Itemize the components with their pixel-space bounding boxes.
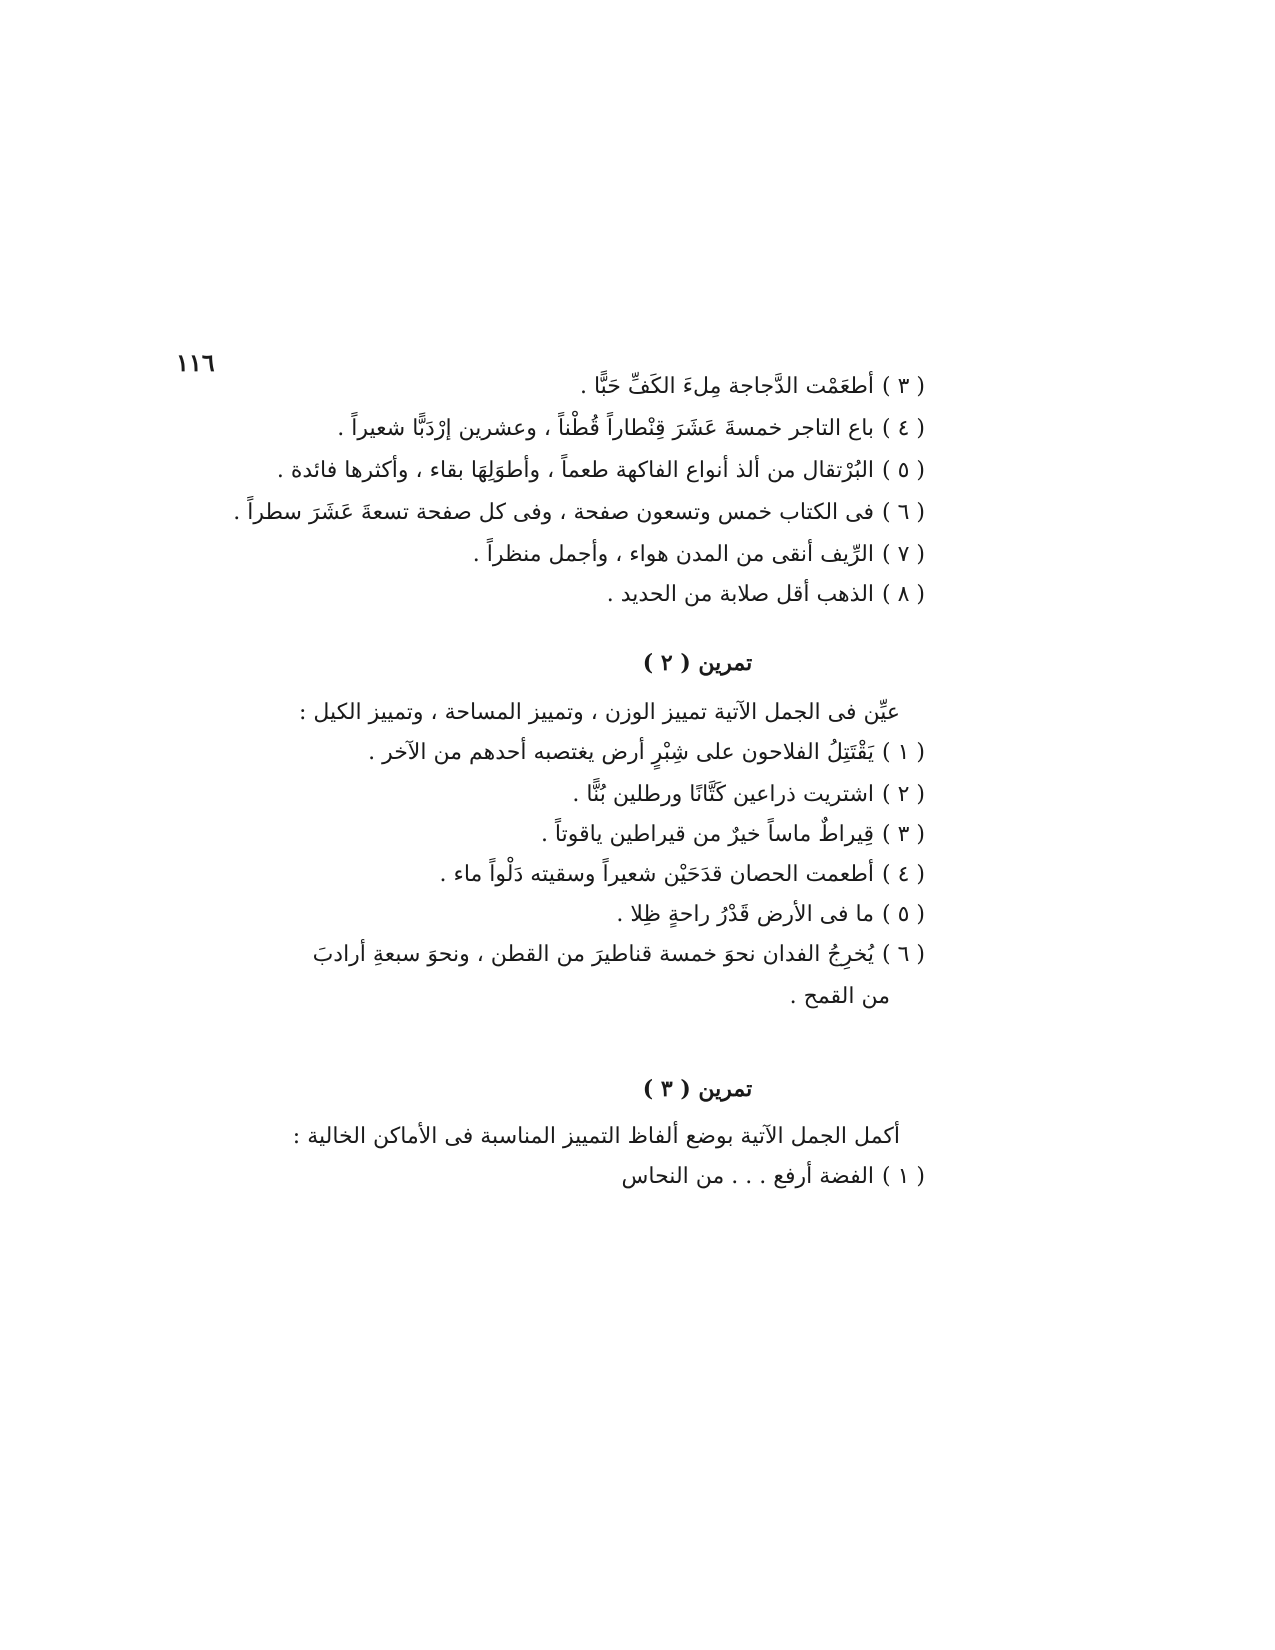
item-text: أطعَمْت الدَّجاجة مِلءَ الكَفِّ حَبًّا . — [579, 374, 875, 399]
exercise1-item-6 — [233, 502, 925, 524]
item-number: ( ٦ ) — [882, 942, 925, 967]
exercise2-item-6-continuation: من القمح . — [789, 984, 890, 1009]
item-number: ( ٦ ) — [882, 500, 925, 525]
exercise2-item-2 — [572, 784, 925, 806]
item-text: باع التاجر خمسةَ عَشَرَ قِنْطاراً قُطْناً ، وعشرين إرْدَبًّا شعيراً . — [337, 416, 875, 441]
exercise2-item-4 — [440, 864, 926, 886]
exercise3-instruction: أكمل الجمل الآتية بوضع ألفاظ التمييز المناسبة فى الأماكن الخالية : — [292, 1124, 900, 1149]
item-number: ( ٧ ) — [882, 542, 925, 567]
exercise1-item-3 — [580, 376, 925, 398]
item-text: يَقْتَتِلُ الفلاحون على شِبْرٍ أرض يغتصبه أحدهم من الآخر . — [368, 740, 875, 765]
exercise2-item-5 — [616, 904, 925, 926]
item-number: ( ٤ ) — [882, 862, 925, 887]
exercise1-item-4 — [337, 418, 925, 440]
item-number: ( ٥ ) — [882, 458, 925, 483]
item-text: اشتريت ذراعين كَتَّانًا ورطلين بُنًّا . — [572, 782, 875, 807]
item-text: الرِّيف أنقى من المدن هواء ، وأجمل منظراً . — [472, 542, 875, 567]
exercise2-item-1 — [368, 742, 925, 764]
item-text: يُخرِجُ الفدان نحوَ خمسة قناطيرَ من القطن ، ونحوَ سبعةِ أرادبَ — [312, 942, 875, 967]
exercise3-heading: تمرين ( ٣ ) — [642, 1076, 753, 1102]
item-text: قِيراطٌ ماساً خيرٌ من قيراطين ياقوتاً . — [540, 822, 875, 847]
item-number: ( ٤ ) — [882, 416, 925, 441]
item-text: الفضة أرفع . . . من النحاس — [621, 1164, 875, 1189]
item-number: ( ٨ ) — [882, 582, 925, 607]
exercise2-item-6 — [313, 944, 925, 966]
exercise1-item-5 — [277, 460, 925, 482]
exercise2-item-3 — [541, 824, 925, 846]
item-text: ما فى الأرض قَدْرُ راحةٍ ظِلا . — [616, 902, 875, 927]
item-number: ( ٢ ) — [882, 782, 925, 807]
item-number: ( ١ ) — [882, 1164, 925, 1189]
exercise1-item-7 — [473, 544, 925, 566]
exercise1-item-8 — [607, 584, 925, 606]
exercise2-heading: تمرين ( ٢ ) — [642, 650, 753, 676]
item-number: ( ٣ ) — [882, 822, 925, 847]
item-text: البُرْتقال من ألذ أنواع الفاكهة طعماً ، وأطوَلِهَا بقاء ، وأكثرها فائدة . — [276, 458, 875, 483]
item-number: ( ٥ ) — [882, 902, 925, 927]
item-text: الذهب أقل صلابة من الحديد . — [606, 582, 875, 607]
item-number: ( ٣ ) — [882, 374, 925, 399]
exercise2-instruction: عيِّن فى الجمل الآتية تمييز الوزن ، وتمييز المساحة ، وتمييز الكيل : — [298, 700, 900, 725]
page-number: ١١٦ — [176, 348, 215, 377]
item-text: أطعمت الحصان قدَحَيْن شعيراً وسقيته دَلْواً ماء . — [439, 862, 875, 887]
exercise3-item-1 — [622, 1166, 925, 1188]
item-text: فى الكتاب خمس وتسعون صفحة ، وفى كل صفحة تسعةَ عَشَرَ سطراً . — [233, 500, 875, 525]
item-number: ( ١ ) — [882, 740, 925, 765]
